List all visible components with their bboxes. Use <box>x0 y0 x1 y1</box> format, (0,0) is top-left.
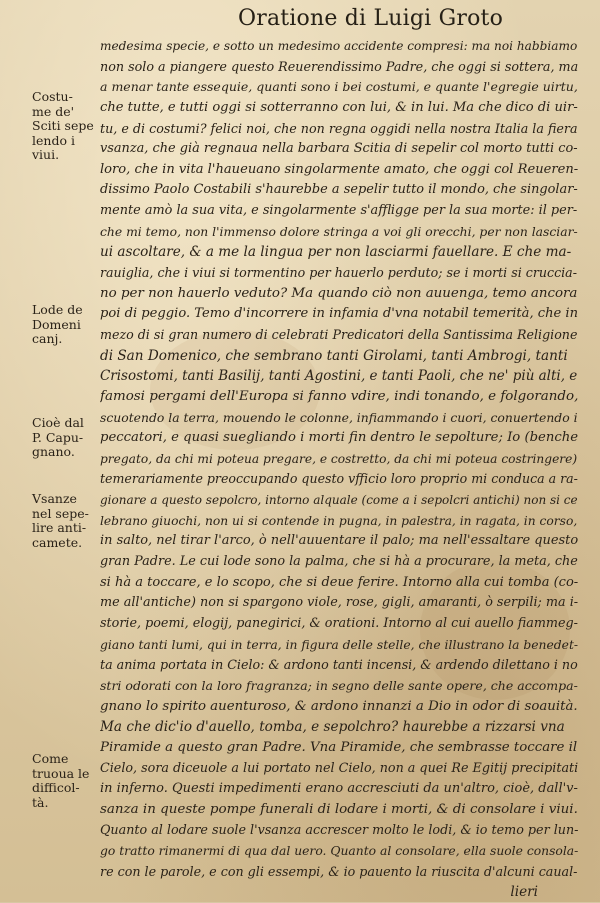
text-line: me all'antiche) non si spargono viole, rose, gigli, amaranti, ò serpili; ma i- <box>100 595 578 611</box>
text-line: gran Padre. Le cui lode sono la palma, che si hà a procurare, la meta, che <box>100 554 578 570</box>
running-head: Oratione di Luigi Groto <box>238 6 504 31</box>
text-line: Quanto al lodare suole l'vsanza accrescer molto le lodi, & io temo per lun- <box>100 822 578 838</box>
text-line: stri odorati con la loro fragranza; in segno delle sante opere, che accompa- <box>100 677 578 693</box>
text-line: Crisostomi, tanti Basilij, tanti Agostini, e tanti Paoli, che ne' più alti, e <box>100 368 578 385</box>
margin-note-line: P. Capu- <box>32 429 84 445</box>
text-line: gnano lo spirito auenturoso, & ardono innanzi a Dio in odor di soauità. <box>100 698 578 714</box>
text-line: sanza in queste pompe funerali di lodare i morti, & di consolare i viui. <box>100 801 578 817</box>
body-text <box>100 36 578 903</box>
margin-note-line: Domeni <box>32 316 81 332</box>
text-line: di San Domenico, che sembrano tanti Girolami, tanti Ambrogi, tanti <box>100 347 568 364</box>
text-line: Piramide a questo gran Padre. Vna Piramide, che sembrasse toccare il <box>100 739 578 755</box>
margin-note-line: me de' <box>32 103 75 119</box>
text-line: mezo di si gran numero di celebrati Predicatori della Santissima Religione <box>100 326 578 342</box>
text-line: in salto, nel tirar l'arco, ò nell'auuentare il palo; ma nell'essaltare questo <box>100 533 578 549</box>
margin-note-line: nel sepe- <box>32 505 89 521</box>
text-line: a menar tante essequie, quanti sono i bei costumi, e quante l'egregie uirtu, <box>100 79 578 95</box>
text-line: non solo a piangere questo Reuerendissimo Padre, che oggi si sottera, ma <box>100 58 578 74</box>
margin-note-line: Sciti sepe <box>32 118 94 133</box>
margin-note-line: camete. <box>32 534 83 550</box>
text-line: si hà a toccare, e lo scopo, che si deue ferire. Intorno alla cui tomba (co- <box>100 574 578 590</box>
text-line: lebrano giuochi, non ui si contende in pugna, in palestra, in ragata, in corso, <box>100 513 578 528</box>
text-line: loro, che in vita l'haueuano singolarmente amato, che oggi col Reueren- <box>100 161 578 177</box>
text-line: famosi pergami dell'Europa si fanno vdire, indi tonando, e folgorando, <box>100 388 578 404</box>
text-line: giano tanti lumi, qui in terra, in figura delle stelle, che illustrano la benedet- <box>100 637 578 652</box>
text-line: poi di peggio. Temo d'incorrere in infamia d'vna notabil temerità, che in <box>100 306 578 322</box>
text-line: temerariamente preoccupando questo vfficio loro proprio mi conduca a ra- <box>100 471 578 487</box>
text-line: scuotendo la terra, mouendo le colonne, infiammando i cuori, conuertendo i <box>100 410 578 425</box>
margin-note-line: difficol- <box>32 780 80 795</box>
margin-note-line: Lode de <box>32 302 83 317</box>
text-line: in inferno. Questi impedimenti erano accresciuti da un'altro, cioè, dall'v- <box>100 781 578 797</box>
margin-note-costume <box>32 90 96 163</box>
text-line: che tutte, e tutti oggi si sotterranno con lui, & in lui. Ma che dico di uir- <box>100 99 578 115</box>
text-line: gionare a questo sepolcro, intorno alquale (come a i sepolcri antichi) non si ce <box>100 493 578 508</box>
margin-note-line: viui. <box>32 147 60 162</box>
margin-note-vsanze <box>32 492 96 550</box>
margin-note-line: Cioè dal <box>32 415 84 430</box>
text-line: tu, e di costumi? felici noi, che non regna oggidi nella nostra Italia la fiera <box>100 120 578 136</box>
margin-note-line: gnano. <box>32 444 75 459</box>
text-line: re con le parole, e con gli essempi, & io pauento la riuscita d'alcuni caual- <box>100 863 578 879</box>
text-line: dissimo Paolo Costabili s'haurebbe a sepelir tutto il mondo, che singolar- <box>100 182 578 198</box>
text-line: pregato, da chi mi poteua pregare, e costretto, da chi mi poteua costringere) <box>100 451 578 466</box>
margin-note-line: tà. <box>32 794 49 810</box>
margin-note-line: truoua le <box>32 765 90 781</box>
text-line: rauiglia, che i viui si tormentino per hauerlo perduto; se i morti si cruccia- <box>100 265 577 281</box>
text-line: no per non hauerlo veduto? Ma quando ciò non auuenga, temo ancora <box>100 285 578 301</box>
margin-note-line: Vsanze <box>32 491 77 506</box>
margin-note-line: canj. <box>32 331 63 346</box>
margin-note-capugnano <box>32 416 96 460</box>
text-line: ui ascoltare, & a me la lingua per non lasciarmi fauellare. E che ma- <box>100 244 572 261</box>
margin-note-line: Come <box>32 751 69 766</box>
text-line: che mi temo, non l'immenso dolore stringa a voi gli orecchi, per non lasciar- <box>100 224 578 239</box>
text-line: medesima specie, e sotto un medesimo accidente compresi: ma noi habbiamo <box>100 39 578 53</box>
margin-note-difficolta <box>32 752 96 810</box>
text-line: mente amò la sua vita, e singolarmente s'affligge per la sua morte: il per- <box>100 203 578 219</box>
margin-note-domenicani <box>32 303 96 347</box>
text-line: Ma che dic'io d'auello, tomba, e sepolchro? haurebbe a rizzarsi vna <box>100 719 565 736</box>
margin-note-line: lendo i <box>32 132 75 148</box>
text-line: Cielo, sora diceuole a lui portato nel Cielo, non a quei Re Egitij precipitati <box>100 760 578 776</box>
text-line: peccatori, e quasi suegliando i morti fin dentro le sepolture; Io (benche <box>100 430 578 446</box>
margin-note-line: Costu- <box>32 89 73 104</box>
text-line: ta anima portata in Cielo: & ardono tanti incensi, & ardendo dilettano i no <box>100 657 578 673</box>
margin-note-line: lire anti- <box>32 520 87 535</box>
text-line: go tratto rimanermi di qua dal uero. Quanto al consolare, ella suole consola- <box>100 843 578 858</box>
text-line: lieri <box>510 884 538 901</box>
text-line: storie, poemi, elogij, panegirici, & orationi. Intorno al cui auello fiammeg- <box>100 615 578 631</box>
text-line: vsanza, che già regnaua nella barbara Scitia di sepelir col morto tutti co- <box>100 141 578 157</box>
